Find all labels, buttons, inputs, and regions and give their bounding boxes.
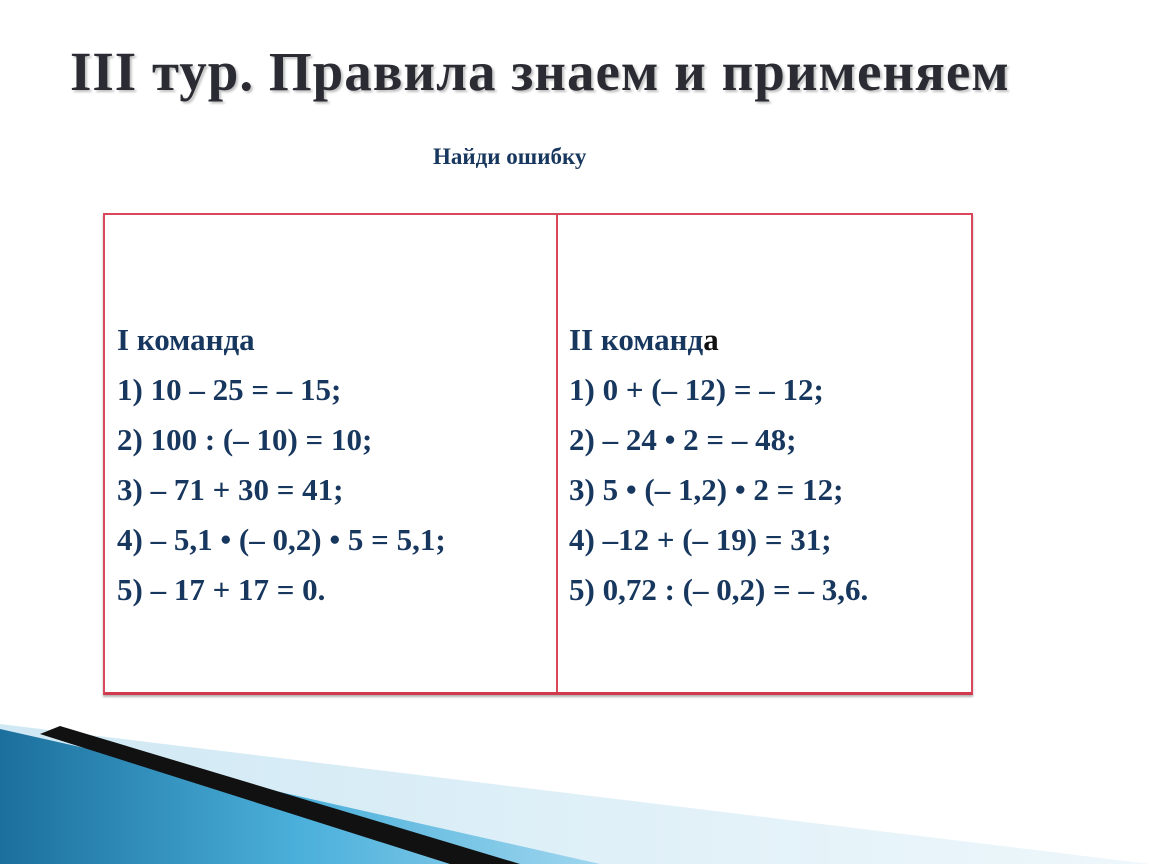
team2-item: 2) – 24 • 2 = – 48; [569,422,797,457]
task-table [103,213,973,695]
team2-heading-main: II команд [569,322,704,357]
team2-item: 5) 0,72 : (– 0,2) = – 3,6. [569,572,869,607]
column-divider [556,215,558,692]
slide-title: III тур. Правила знаем и применяем [70,41,1010,102]
team1-item: 3) – 71 + 30 = 41; [117,472,344,507]
team2-item: 4) –12 + (– 19) = 31; [569,522,832,557]
team2-column [569,315,868,615]
slide-subtitle: Найди ошибку [433,144,587,169]
team1-item: 1) 10 – 25 = – 15; [117,372,342,407]
team2-heading [569,315,868,365]
team2-item: 3) 5 • (– 1,2) • 2 = 12; [569,472,844,507]
team2-heading-last: а [703,322,719,357]
team2-item: 1) 0 + (– 12) = – 12; [569,372,824,407]
team1-column [117,315,446,615]
team1-item: 4) – 5,1 • (– 0,2) • 5 = 5,1; [117,522,446,557]
team1-item: 5) – 17 + 17 = 0. [117,572,326,607]
decorative-swoosh [0,714,1150,864]
team1-item: 2) 100 : (– 10) = 10; [117,422,373,457]
team1-heading: I команда [117,322,255,357]
